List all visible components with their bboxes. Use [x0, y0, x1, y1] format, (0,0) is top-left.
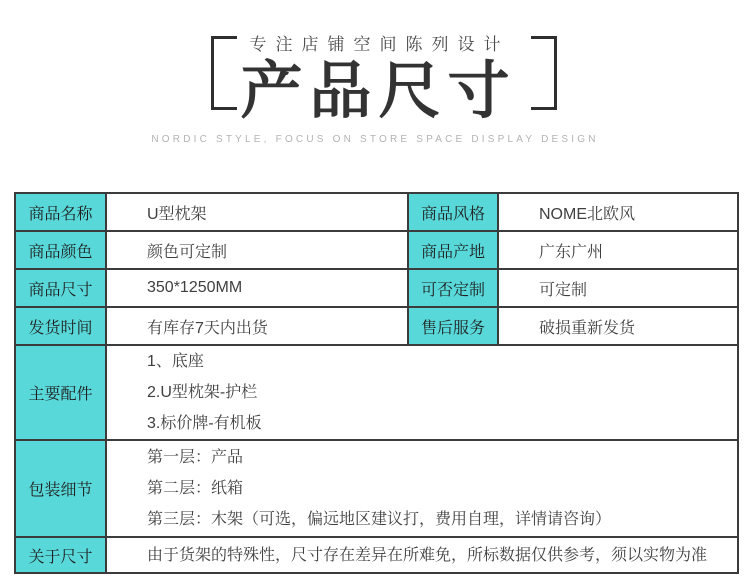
table-row-about-size: [15, 537, 738, 573]
spec-value-main-parts: [106, 345, 738, 440]
spec-label-packaging: 包装细节: [15, 440, 106, 537]
spec-label-after-sales: 售后服务: [408, 307, 498, 345]
spec-label-product-style: 商品风格: [408, 193, 498, 231]
spec-value-product-origin: 广东广州: [498, 231, 738, 269]
main-parts-line-2: 2.U型枕架-护栏: [147, 384, 258, 401]
packaging-line-2: 第二层：纸箱: [147, 480, 244, 497]
page-header: [0, 0, 750, 192]
spec-label-product-color: 商品颜色: [15, 231, 106, 269]
spec-value-product-size: 350*1250MM: [106, 269, 408, 307]
spec-label-about-size: 关于尺寸: [15, 537, 106, 573]
table-row-color-origin: [15, 231, 738, 269]
main-parts-line-3: 3.标价牌-有机板: [147, 415, 262, 432]
packaging-line-3: 第三层：木架（可选，偏远地区建议打，费用自理，详情请咨询）: [147, 511, 612, 528]
spec-value-after-sales: 破损重新发货: [498, 307, 738, 345]
right-bracket-decoration: [531, 36, 557, 110]
spec-label-main-parts: 主要配件: [15, 345, 106, 440]
page-title: 产品尺寸: [240, 57, 517, 126]
spec-value-product-name: U型枕架: [106, 193, 408, 231]
about-size-line-1: 由于货架的特殊性，尺寸存在差异在所难免，所标数据仅供参考，须以实物为准: [147, 546, 708, 564]
packaging-line-1: 第一层：产品: [147, 449, 244, 466]
spec-value-about-size: [106, 537, 738, 573]
header-subtitle-en: NORDIC STYLE, FOCUS ON STORE SPACE DISPLAY DESIGN: [151, 134, 599, 145]
table-row-main-parts: [15, 345, 738, 440]
table-row-shipping-service: [15, 307, 738, 345]
spec-value-shipping-time: 有库存7天内出货: [106, 307, 408, 345]
product-spec-table: [14, 192, 739, 574]
spec-value-product-color: 颜色可定制: [106, 231, 408, 269]
left-bracket-decoration: [211, 36, 237, 110]
table-row-packaging: [15, 440, 738, 537]
header-tagline: 专注店铺空间陈列设计: [249, 35, 510, 54]
spec-label-shipping-time: 发货时间: [15, 307, 106, 345]
spec-label-product-origin: 商品产地: [408, 231, 498, 269]
table-row-name-style: [15, 193, 738, 231]
spec-value-product-style: NOME北欧风: [498, 193, 738, 231]
spec-value-customizable: 可定制: [498, 269, 738, 307]
table-row-size-custom: [15, 269, 738, 307]
spec-label-customizable: 可否定制: [408, 269, 498, 307]
spec-label-product-size: 商品尺寸: [15, 269, 106, 307]
main-parts-line-1: 1、底座: [147, 353, 204, 370]
spec-value-packaging: [106, 440, 738, 537]
spec-label-product-name: 商品名称: [15, 193, 106, 231]
